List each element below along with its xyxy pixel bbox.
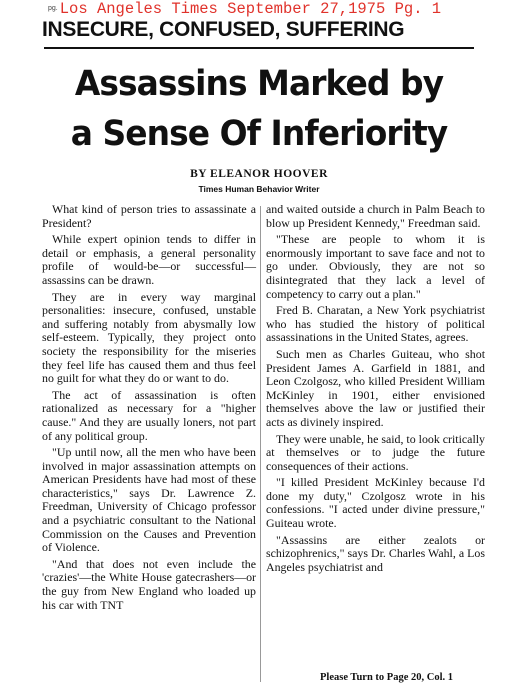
- paragraph: What kind of person tries to assassinate a President?: [42, 202, 256, 230]
- paragraph: The act of assassination is often rationalized as necessary for a "higher cause." And they are usually loners, not part of any political group.: [42, 387, 256, 443]
- paragraph: While expert opinion tends to differ in detail or emphasis, a general personality profile of would-be—or successful—assassins can be drawn.: [42, 232, 256, 287]
- source-citation: Los Angeles Times September 27,1975 Pg. 1: [59, 0, 442, 18]
- page-tag: pg.: [48, 5, 58, 12]
- kicker-headline: INSECURE, CONFUSED, SUFFERING: [42, 18, 405, 41]
- clipping-source-label: [48, 0, 441, 18]
- paragraph: and waited outside a church in Palm Beach to blow up President Kennedy," Freedman said.: [266, 202, 485, 230]
- headline-line-2: a Sense Of Inferiority: [70, 114, 448, 154]
- headline-line-1: Assassins Marked by: [74, 64, 444, 104]
- paragraph: "These are people to whom it is enormously important to save face and not to go under. Obviously, they are not so disintegrated that they lack a level of competency to carry out a plan.": [266, 232, 485, 301]
- paragraph: "I killed President McKinley because I'd done my duty," Czolgosz wrote in his confessions. "I acted under divine pressure," Guiteau wrote.: [266, 475, 485, 531]
- paragraph: "Assassins are either zealots or schizophrenics," says Dr. Charles Wahl, a Los Angeles psychiatrist and: [266, 532, 485, 574]
- kicker-rule: [44, 47, 474, 49]
- byline-title: Times Human Behavior Writer: [198, 184, 320, 194]
- byline: BY ELEANOR HOOVER: [190, 168, 328, 180]
- continuation-line: Please Turn to Page 20, Col. 1: [320, 672, 453, 683]
- paragraph: They were unable, he said, to look critically at themselves or to judge the future consequences of their actions.: [266, 431, 486, 473]
- paragraph: "Up until now, all the men who have been involved in major assassination attempts on American Presidents have had most of these characteristics," says Dr. Lawrence Z. Freedman, University of Chicago professor and a psychiatric consultant to the National Commission on the Causes and Prevention of Violence.: [42, 445, 256, 555]
- column-divider: [260, 206, 261, 682]
- paragraph: They are in every way marginal personalities: insecure, confused, unstable and suffering notably from abysmally low self-esteem. Typically, they project onto society the responsibility for the miseries they feel life has caused them and thus feel no guilt for what they do or want to do.: [42, 289, 256, 386]
- right-column: [266, 203, 485, 577]
- paragraph: "And that does not even include the 'crazies'—the White House gatecrashers—or the guy from New England who loaded up his car with TNT: [42, 556, 256, 612]
- paragraph: Such men as Charles Guiteau, who shot President James A. Garfield in 1881, and Leon Czolgosz, who killed President William McKinley in 1901, either envisioned themselves above the law or justified their acts as divinely inspired.: [266, 346, 485, 429]
- paragraph: Fred B. Charatan, a New York psychiatrist who has studied the history of political assassinations in the United States, agrees.: [266, 303, 485, 345]
- left-column: [42, 203, 256, 615]
